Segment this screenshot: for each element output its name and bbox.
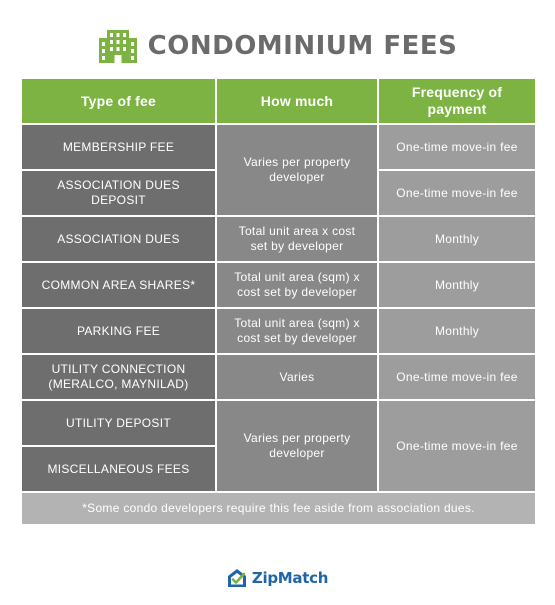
fee-frequency-cell: Monthly (378, 262, 536, 308)
table-row (21, 216, 536, 262)
footnote-row (21, 492, 536, 525)
fee-frequency-cell: One-time move-in fee (378, 124, 536, 170)
column-header-frequency: Frequency of payment (378, 78, 536, 124)
table-row (21, 400, 536, 446)
table-row (21, 262, 536, 308)
fees-table (20, 77, 537, 526)
fee-amount-cell: Total unit area x cost set by developer (216, 216, 378, 262)
fee-frequency-cell: One-time move-in fee (378, 354, 536, 400)
page-header (0, 26, 555, 66)
fee-frequency-cell: Monthly (378, 308, 536, 354)
fee-type-cell: MEMBERSHIP FEE (21, 124, 216, 170)
fee-amount-cell: Total unit area (sqm) x cost set by developer (216, 308, 378, 354)
building-icon (98, 29, 138, 63)
fee-type-cell: UTILITY DEPOSIT (21, 400, 216, 446)
column-header-type: Type of fee (21, 78, 216, 124)
column-header-amount: How much (216, 78, 378, 124)
fee-type-cell: PARKING FEE (21, 308, 216, 354)
fee-type-cell: COMMON AREA SHARES* (21, 262, 216, 308)
fee-type-cell: UTILITY CONNECTION (MERALCO, MAYNILAD) (21, 354, 216, 400)
table-row (21, 354, 536, 400)
brand-logo-text: ZipMatch (251, 569, 329, 587)
fee-type-cell: MISCELLANEOUS FEES (21, 446, 216, 492)
fee-frequency-cell: One-time move-in fee (378, 400, 536, 492)
footnote: *Some condo developers require this fee aside from association dues. (21, 492, 536, 525)
fee-frequency-cell: Monthly (378, 216, 536, 262)
fee-amount-cell: Varies per property developer (216, 400, 378, 492)
fee-amount-cell: Varies per property developer (216, 124, 378, 216)
brand-footer (0, 567, 555, 589)
table-row (21, 124, 536, 170)
fee-amount-cell: Total unit area (sqm) x cost set by developer (216, 262, 378, 308)
fee-amount-cell: Varies (216, 354, 378, 400)
table-row (21, 308, 536, 354)
fee-frequency-cell: One-time move-in fee (378, 170, 536, 216)
zipmatch-house-check-icon (227, 568, 247, 588)
fee-type-cell: ASSOCIATION DUES (21, 216, 216, 262)
page-title: CONDOMINIUM FEES (147, 31, 458, 61)
table-header-row (21, 78, 536, 124)
fee-type-cell: ASSOCIATION DUES DEPOSIT (21, 170, 216, 216)
